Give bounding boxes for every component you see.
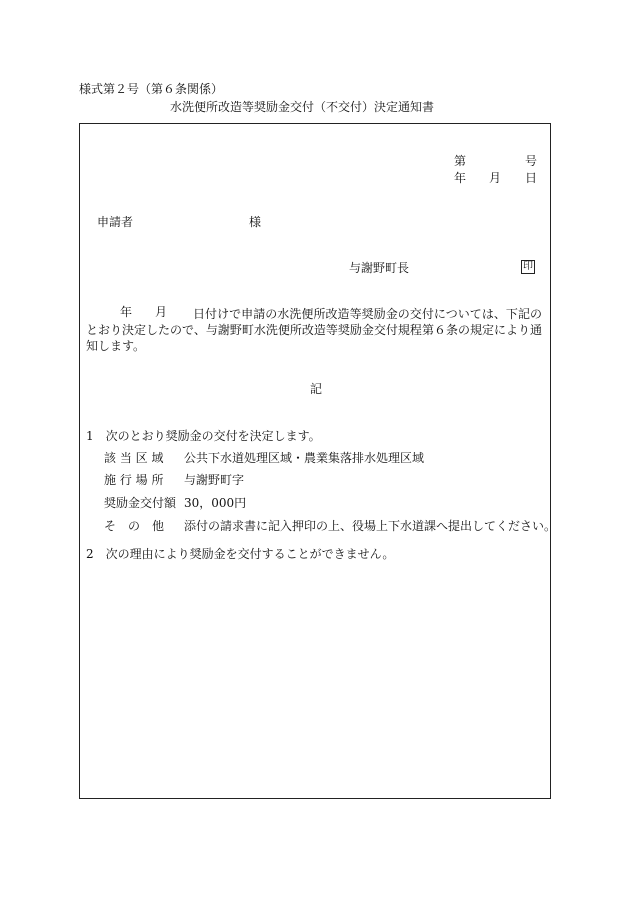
- applicant-label: 申請者: [97, 215, 134, 229]
- row-label: 奨励金交付額: [104, 496, 177, 510]
- item1-row: [104, 497, 246, 509]
- row-value: 添付の請求書に記入押印の上、役場上下水道課へ提出してください。: [184, 519, 557, 533]
- date-gatsu: 月: [489, 171, 502, 185]
- date-nen: 年: [454, 171, 467, 185]
- item1-row: [104, 474, 244, 486]
- ki-heading: 記: [310, 382, 323, 396]
- row-value: 与謝野町字: [184, 473, 245, 487]
- item1-row: [104, 452, 424, 464]
- row-label: 施 行 場 所: [104, 473, 164, 487]
- item1-heading: 1 次のとおり奨励金の交付を決定します。: [86, 429, 321, 443]
- row-value: 公共下水道処理区域・農業集落排水処理区域: [184, 451, 425, 465]
- row-label: そ の 他: [104, 519, 165, 533]
- number-dai: 第: [454, 154, 467, 168]
- number-go: 号: [525, 154, 538, 168]
- body-text: 日付けで申請の水洗便所改造等奨励金の交付については、下記のとおり決定したので、与謝野町水洗便所改造等奨励金交付規程第６条の規定により通知します。: [86, 307, 542, 353]
- item2-heading: 2 次の理由により奨励金を交付することができません。: [86, 547, 395, 561]
- date-nichi: 日: [525, 171, 538, 185]
- body-date-nen: 年: [120, 305, 133, 319]
- item1-row: [104, 520, 556, 532]
- body-date-gatsu: 月: [155, 305, 168, 319]
- applicant-honorific: 様: [249, 215, 262, 229]
- body-paragraph: [86, 306, 542, 354]
- row-value: 30，000円: [184, 496, 247, 510]
- form-number: 様式第２号（第６条関係）: [79, 82, 224, 96]
- issuer-name: 与謝野町長: [349, 261, 410, 275]
- row-label: 該 当 区 域: [104, 451, 164, 465]
- document-title: 水洗便所改造等奨励金交付（不交付）決定通知書: [170, 100, 435, 114]
- seal-mark: 印: [523, 261, 533, 272]
